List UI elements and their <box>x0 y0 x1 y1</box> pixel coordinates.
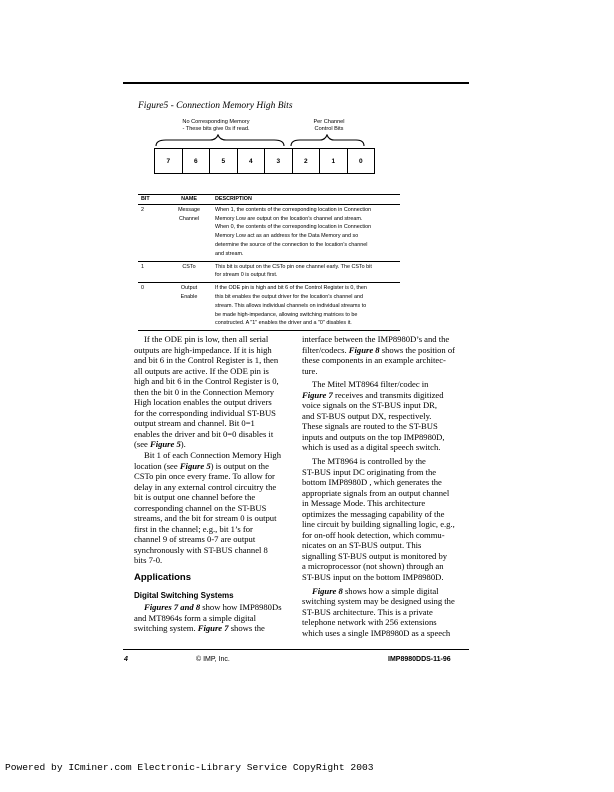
cell-bit: 0 <box>138 283 166 331</box>
figure-ref: Figures 7 and 8 <box>144 602 201 613</box>
figure-ref: Figure 5 <box>179 460 211 471</box>
figure-ref: Figure 7 <box>302 389 333 400</box>
bit-cell-4: 4 <box>238 149 266 173</box>
para-controlled: The MT8964 is controlled by the ST-BUS input DC originating from the bottom IMP8980D , which generates the appropriate signals from an output channel in Message Mode. This architecture optimizes the messaging capability of the line circuit by building signalling logic, e.g., for on-off hook detection, which commu- nicates on an ST-BUS output. This signalling ST-BUS output is monitored by a microprocessor (not shown) through an ST-BUS input on the bottom IMP8980D. <box>302 456 455 583</box>
bit-cell-5: 5 <box>210 149 238 173</box>
bit-cell-0: 0 <box>358 157 363 165</box>
bit-cell-7: 7 <box>155 149 183 173</box>
no-memory-label: No Corresponding Memory - These bits give 0s if read. <box>182 119 250 132</box>
top-rule <box>123 82 469 84</box>
figure-ref: Figure 8 <box>348 344 380 355</box>
table-header-row <box>138 195 400 205</box>
bit-cell-6: 6 <box>183 149 211 173</box>
table-row <box>138 261 400 283</box>
para-figure8: Figure 8 shows how a simple digital switching system may be designed using the ST-BUS architecture. This is a private telephone network with 256 extensions which uses a single IMP8980D as a speech <box>302 585 455 638</box>
para-csto: Bit 1 of each Connection Memory High location (see Figure 5) is output on the CSTo pin once every frame. To allow for delay in any external control circuitry the bit is output one channel before the corresponding channel on the ST-BUS streams, and the bit for stream 0 is output first in the channel; e.g., bit 1’s for channel 9 of streams 0-7 are output synchronously with ST-BUS channel 8 bits 7-0. <box>134 450 281 566</box>
cell-bit: 2 <box>138 204 166 261</box>
cell-name: CSTo <box>166 261 212 283</box>
page-number: 4 <box>124 656 128 663</box>
applications-heading: Applications <box>134 572 192 584</box>
bit-cell-1: 1 <box>320 149 348 173</box>
figure-ref: Figure 8 <box>312 585 343 596</box>
digital-switching-heading: Digital Switching Systems <box>134 591 234 601</box>
header-description: DESCRIPTION <box>212 195 400 205</box>
header-bit: BIT <box>138 195 166 205</box>
table-row <box>138 283 400 331</box>
cell-name: Message Channel <box>166 204 212 261</box>
bit-cell-3: 3 <box>265 149 293 173</box>
header-name: NAME <box>166 195 212 205</box>
cell-bit: 1 <box>138 261 166 283</box>
cell-name: Output Enable <box>166 283 212 331</box>
cell-description: When 1, the contents of the corresponding location in Connection Memory Low are output on the location’s channel and stream. When 0, the contents of the corresponding location in Connection Memory Low act as an address for the Data Memory and so determine the source of the connection to the location’s channel and stream. <box>212 204 400 261</box>
cell-description: If the ODE pin is high and bit 6 of the Control Register is 0, then this bit enables the output driver for the location’s channel and stream. This allows individual channels on individual streams to be made high-impedance, allowing switching matrices to be constructed. A "1" enables the driver and a "0" disables it. <box>212 283 400 331</box>
figure-ref: Figure 7 <box>197 623 229 634</box>
figure-ref: Figure 5 <box>149 439 181 450</box>
para-ode: If the ODE pin is low, then all serial outputs are high-impedance. If it is high and bit 6 in the Control Register is 1, then all outputs are active. If the ODE pin is high and bit 6 in the Control Register is 0, then the bit 0 in the Connection Memory High location enables the output drivers for the corresponding individual ST-BUS output stream and channel. Bit 0=1 enables the driver and bit 0=0 disables it (see Figure 5). <box>134 334 279 450</box>
table-row <box>138 204 400 261</box>
para-mt8964: The Mitel MT8964 filter/codec in Figure 7 receives and transmits digitized voice signals on the ST-BUS input DR, and ST-BUS output DX, respectively. These signals are routed to the ST-BUS inputs and outputs on the top IMP8980D, which is used as a digital speech switch. <box>302 379 445 453</box>
para-interface: interface between the IMP8980D’s and the filter/codecs. Figure 8 shows the position of these components in an example architec- ture. <box>302 334 456 376</box>
powered-by-banner: Powered by ICminer.com Electronic-Library Service CopyRight 2003 <box>5 762 374 773</box>
per-channel-label: Per Channel Control Bits <box>313 119 345 132</box>
bit-cell-2: 2 <box>293 149 321 173</box>
bit-description-table <box>138 194 400 331</box>
right-column <box>302 334 472 638</box>
bottom-rule <box>123 649 469 650</box>
para-figures: Figures 7 and 8 show how IMP8980Ds and MT8964s form a simple digital switching system. Figure 7 shows the <box>134 602 282 634</box>
figure-title: Figure5 - Connection Memory High Bits <box>138 101 293 111</box>
left-column <box>134 334 298 634</box>
brace-lines <box>150 134 390 148</box>
bit-register <box>154 148 375 174</box>
footer-company: © IMP, Inc. <box>196 656 230 663</box>
cell-description: This bit is output on the CSTo pin one channel early. The CSTo bit for stream 0 is output first. <box>212 261 400 283</box>
footer-doc-id: IMP8980DDS-11-96 <box>388 656 451 663</box>
